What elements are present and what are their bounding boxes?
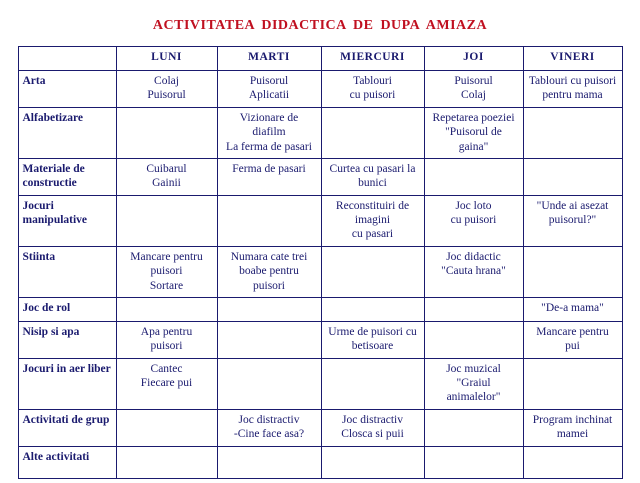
table-row	[18, 195, 622, 246]
cell-line: "Puisorul de	[445, 126, 502, 139]
document-page	[0, 18, 640, 483]
table-cell	[321, 158, 424, 195]
cell-line: "Cauta hrana"	[441, 265, 506, 278]
row-header-4: Stiinta	[18, 246, 116, 297]
cell-line: Mancare pentru	[536, 325, 609, 338]
table-cell	[424, 71, 523, 108]
table-cell	[217, 446, 321, 478]
table-cell	[321, 195, 424, 246]
table-cell	[424, 246, 523, 297]
table-cell	[321, 107, 424, 158]
table-cell	[321, 246, 424, 297]
cell-line: bunici	[358, 177, 387, 190]
table-cell	[523, 409, 622, 446]
cell-line: Colaj	[154, 75, 179, 87]
cell-line: Aplicatii	[248, 89, 290, 102]
cell-line: -Cine face asa?	[233, 428, 305, 441]
table-cell	[523, 321, 622, 358]
cell-line: Colaj	[461, 89, 486, 102]
table-cell	[217, 358, 321, 409]
cell-line: puisorul?"	[548, 214, 597, 226]
table-cell	[116, 446, 217, 478]
cell-line: Mancare pentru	[130, 250, 203, 263]
table-cell	[217, 71, 321, 108]
table-cell	[217, 195, 321, 246]
row-header-5: Joc de rol	[18, 297, 116, 321]
table-header-row	[18, 47, 622, 71]
table-cell	[116, 158, 217, 195]
row-header-6: Nisip si apa	[18, 321, 116, 358]
cell-line: Apa pentru	[140, 325, 193, 338]
cell-line: Puisorul	[454, 75, 493, 87]
table-cell	[321, 321, 424, 358]
cell-line: Joc distractiv	[238, 413, 300, 426]
cell-line: puisori	[150, 340, 183, 353]
page-title: ACTIVITATEA DIDACTICA DE DUPA AMIAZA	[152, 18, 488, 33]
cell-line: betisoare	[351, 340, 394, 353]
cell-line: Ferma de pasari	[232, 162, 306, 175]
cell-line: Sortare	[149, 279, 184, 292]
cell-line: La ferma de pasari	[226, 140, 312, 153]
table-row	[18, 446, 622, 478]
table-cell	[523, 297, 622, 321]
cell-line: Cantec	[150, 362, 183, 375]
cell-line: diafilm	[252, 126, 286, 139]
row-header-9: Alte activitati	[18, 446, 116, 478]
table-cell	[116, 409, 217, 446]
table-body	[18, 71, 622, 479]
table-row	[18, 158, 622, 195]
table-cell	[424, 321, 523, 358]
cell-line: cu puisori	[349, 89, 396, 102]
cell-line: Gainii	[152, 177, 181, 190]
table-row	[18, 71, 622, 108]
table-cell	[217, 409, 321, 446]
row-header-3: Jocuri manipulative	[18, 195, 116, 246]
cell-line: Cuibarul	[146, 162, 187, 175]
cell-line: Reconstituiri de	[335, 199, 410, 212]
table-row	[18, 107, 622, 158]
table-cell	[321, 358, 424, 409]
table-cell	[424, 195, 523, 246]
table-cell	[116, 71, 217, 108]
column-header-vineri: VINERI	[523, 47, 622, 71]
cell-line: Fiecare pui	[140, 377, 193, 389]
table-row	[18, 321, 622, 358]
table-cell	[116, 358, 217, 409]
table-cell	[116, 321, 217, 358]
row-header-1: Alfabetizare	[18, 107, 116, 158]
table-cell	[424, 297, 523, 321]
cell-line: Joc distractiv	[342, 413, 403, 426]
row-header-8: Activitati de grup	[18, 409, 116, 446]
table-corner-cell	[18, 47, 116, 71]
cell-line: mamei	[556, 428, 589, 441]
cell-line: cu pasari	[351, 228, 394, 241]
table-cell	[523, 246, 622, 297]
table-row	[18, 409, 622, 446]
cell-line: Puisorul	[147, 89, 186, 102]
cell-line: animalelor"	[446, 391, 501, 404]
table-cell	[116, 107, 217, 158]
table-cell	[116, 297, 217, 321]
table-cell	[217, 321, 321, 358]
column-header-marti: MARTI	[217, 47, 321, 71]
cell-line: "Graiul	[456, 377, 491, 389]
cell-line: boabe pentru	[239, 265, 299, 278]
cell-line: cu puisori	[450, 214, 497, 226]
table-cell	[424, 409, 523, 446]
table-cell	[424, 358, 523, 409]
cell-line: pentru mama	[542, 89, 603, 102]
weekly-activity-table	[18, 46, 623, 479]
table-cell	[523, 158, 622, 195]
cell-line: imagini	[354, 214, 391, 226]
cell-line: puisori	[253, 279, 285, 292]
cell-line: puisori	[150, 265, 183, 278]
cell-line: Numara cate trei	[230, 250, 308, 263]
cell-line: Program inchinat	[532, 413, 613, 426]
table-cell	[217, 107, 321, 158]
cell-line: Closca si puii	[341, 428, 404, 441]
cell-line: "De-a mama"	[541, 301, 604, 314]
row-header-7: Jocuri in aer liber	[18, 358, 116, 409]
cell-line: Curtea cu pasari la	[329, 162, 416, 175]
table-row	[18, 358, 622, 409]
table-cell	[523, 446, 622, 478]
cell-line: Joc loto	[455, 199, 492, 212]
cell-line: Repetarea poeziei	[432, 111, 515, 124]
column-header-luni: LUNI	[116, 47, 217, 71]
table-cell	[116, 246, 217, 297]
table-cell	[321, 71, 424, 108]
row-header-2: Materiale de constructie	[18, 158, 116, 195]
table-row	[18, 297, 622, 321]
table-cell	[523, 358, 622, 409]
cell-line: gaina"	[458, 140, 489, 153]
cell-line: Joc muzical	[446, 362, 501, 375]
cell-line: Puisorul	[249, 75, 289, 87]
cell-line: pui	[565, 340, 580, 353]
cell-line: Tablouri cu puisori	[528, 75, 617, 87]
table-cell	[217, 158, 321, 195]
cell-line: Urme de puisori cu	[328, 325, 417, 338]
table-cell	[321, 297, 424, 321]
cell-line: Joc didactic	[446, 250, 501, 263]
table-cell	[523, 71, 622, 108]
table-cell	[217, 297, 321, 321]
table-cell	[523, 195, 622, 246]
table-cell	[217, 246, 321, 297]
cell-line: Vizionare de	[239, 111, 299, 124]
cell-line: Tablouri	[353, 75, 392, 87]
table-cell	[523, 107, 622, 158]
table-cell	[116, 195, 217, 246]
table-cell	[424, 158, 523, 195]
table-cell	[424, 107, 523, 158]
row-header-0: Arta	[18, 71, 116, 108]
column-header-miercuri: MIERCURI	[321, 47, 424, 71]
table-header	[18, 47, 622, 71]
table-row	[18, 246, 622, 297]
column-header-joi: JOI	[424, 47, 523, 71]
cell-line: "Unde ai asezat	[536, 199, 609, 212]
table-cell	[321, 409, 424, 446]
table-cell	[321, 446, 424, 478]
table-cell	[424, 446, 523, 478]
